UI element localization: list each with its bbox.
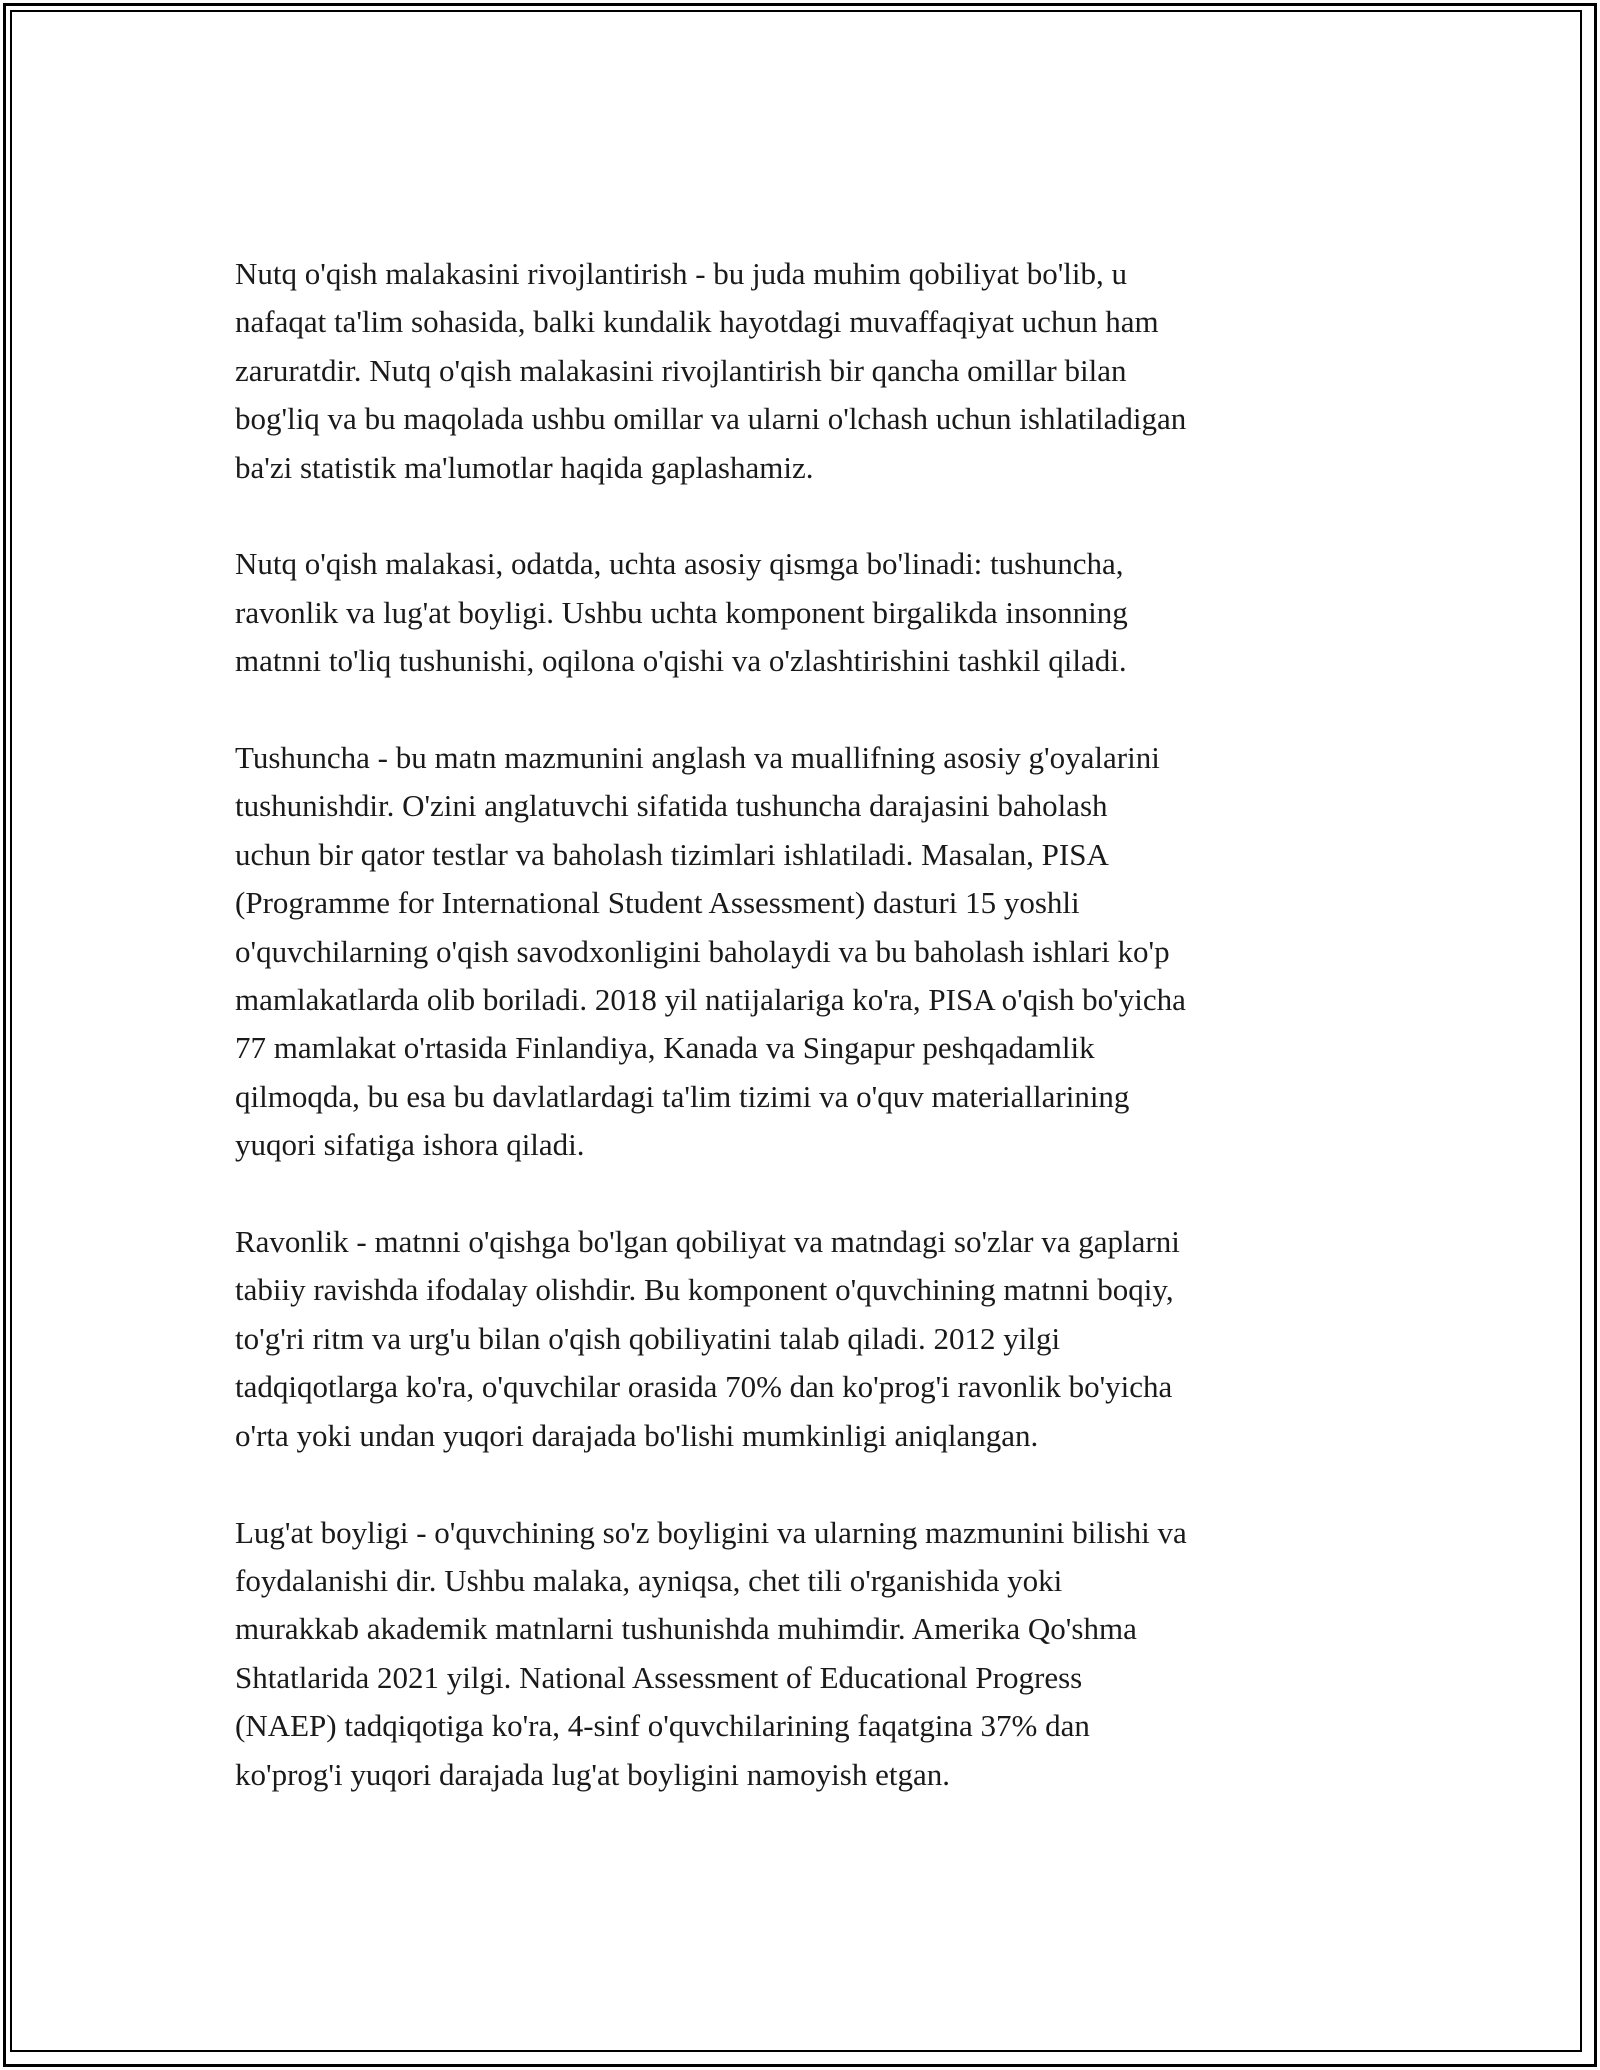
text-line: murakkab akademik matnlarni tushunishda muhimdir. Amerika Qo'shma [235, 1611, 1137, 1647]
text-line: (Programme for International Student Assessment) dasturi 15 yoshli [235, 885, 1080, 921]
text-line: tushunishdir. O'zini anglatuvchi sifatida tushuncha darajasini baholash [235, 788, 1108, 824]
text-line: Nutq o'qish malakasini rivojlantirish - bu juda muhim qobiliyat bo'lib, u [235, 256, 1128, 291]
text-line: (NAEP) tadqiqotiga ko'ra, 4-sinf o'quvchilarining faqatgina 37% dan [235, 1708, 1090, 1744]
document-body [235, 250, 1385, 1847]
text-line: qilmoqda, bu esa bu davlatlardagi ta'lim tizimi va o'quv materiallarining [235, 1078, 1130, 1114]
paragraph-comprehension [235, 734, 1385, 1170]
text-line: Shtatlarida 2021 yilgi. National Assessment of Educational Progress [235, 1659, 1083, 1695]
text-line: o'quvchilarning o'qish savodxonligini baholaydi va bu baholash ishlari ko'p [235, 933, 1170, 969]
paragraph-intro [235, 250, 1385, 492]
text-line: uchun bir qator testlar va baholash tizimlari ishlatiladi. Masalan, PISA [235, 836, 1109, 872]
text-line: bog'liq va bu maqolada ushbu omillar va ularni o'lchash uchun ishlatiladigan [235, 401, 1187, 437]
text-line: Tushuncha - bu matn mazmunini anglash va muallifning asosiy g'oyalarini [235, 740, 1160, 776]
text-line: tadqiqotlarga ko'ra, o'quvchilar orasida 70% dan ko'prog'i ravonlik bo'yicha [235, 1369, 1173, 1405]
text-line: ba'zi statistik ma'lumotlar haqida gaplashamiz. [235, 449, 814, 485]
paragraph-vocabulary [235, 1509, 1385, 1799]
text-line: Lug'at boyligi - o'quvchining so'z boyligini va ularning mazmunini bilishi va [235, 1514, 1187, 1550]
text-line: foydalanishi dir. Ushbu malaka, ayniqsa, chet tili o'rganishida yoki [235, 1562, 1063, 1598]
text-line: to'g'ri ritm va urg'u bilan o'qish qobiliyatini talab qiladi. 2012 yilgi [235, 1320, 1061, 1356]
paragraph-fluency [235, 1218, 1385, 1460]
text-line: nafaqat ta'lim sohasida, balki kundalik hayotdagi muvaffaqiyat uchun ham [235, 304, 1159, 340]
paragraph-components [235, 540, 1385, 685]
text-line: yuqori sifatiga ishora qiladi. [235, 1127, 585, 1163]
text-line: mamlakatlarda olib boriladi. 2018 yil natijalariga ko'ra, PISA o'qish bo'yicha [235, 982, 1186, 1018]
text-line: 77 mamlakat o'rtasida Finlandiya, Kanada va Singapur peshqadamlik [235, 1030, 1095, 1066]
text-line: matnni to'liq tushunishi, oqilona o'qishi va o'zlashtirishini tashkil qiladi. [235, 643, 1127, 679]
text-line: ko'prog'i yuqori darajada lug'at boyligini namoyish etgan. [235, 1756, 950, 1792]
text-line: o'rta yoki undan yuqori darajada bo'lishi mumkinligi aniqlangan. [235, 1417, 1039, 1453]
text-line: ravonlik va lug'at boyligi. Ushbu uchta komponent birgalikda insonning [235, 594, 1128, 630]
text-line: Ravonlik - matnni o'qishga bo'lgan qobiliyat va matndagi so'zlar va gaplarni [235, 1224, 1180, 1260]
text-line: Nutq o'qish malakasi, odatda, uchta asosiy qismga bo'linadi: tushuncha, [235, 546, 1124, 582]
text-line: tabiiy ravishda ifodalay olishdir. Bu komponent o'quvchining matnni boqiy, [235, 1272, 1174, 1308]
text-line: zaruratdir. Nutq o'qish malakasini rivojlantirish bir qancha omillar bilan [235, 352, 1127, 388]
